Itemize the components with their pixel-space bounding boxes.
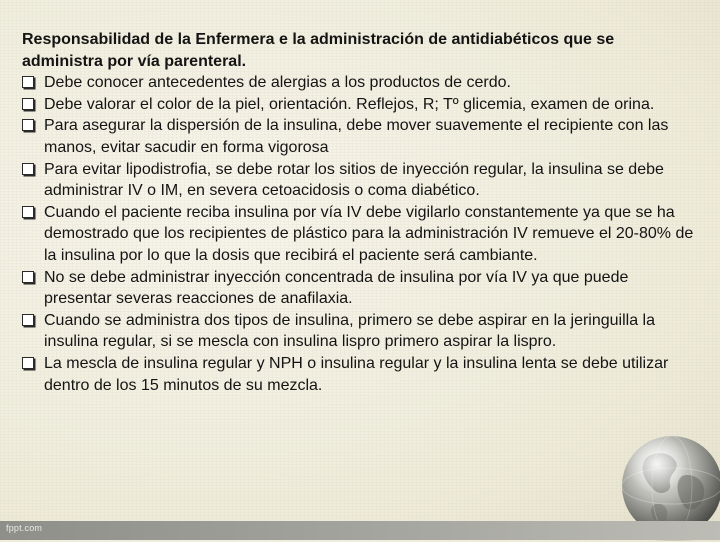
watermark: fppt.com: [6, 523, 43, 533]
list-item-text: La mescla de insulina regular y NPH o insulina regular y la insulina lenta se debe utilizar dentro de los 15 minutos de su mezcla.: [44, 354, 669, 394]
list-item: [22, 159, 698, 202]
checkbox-bullet-icon: [22, 163, 34, 175]
checkbox-bullet-icon: [22, 119, 34, 131]
checkbox-bullet-icon: [22, 357, 34, 369]
slide-title: Responsabilidad de la Enfermera e la administración de antidiabéticos que se administra por vía parenteral.: [22, 31, 615, 70]
list-item: [22, 94, 698, 116]
list-item-text: Debe conocer antecedentes de alergias a los productos de cerdo.: [44, 74, 511, 92]
bullet-list: [22, 72, 698, 396]
list-item-text: Para asegurar la dispersión de la insulina, debe mover suavemente el recipiente con las manos, evitar sacudir en forma vigorosa: [44, 117, 669, 156]
list-item-text: Para evitar lipodistrofia, se debe rotar los sitios de inyección regular, la insulina se debe administrar IV o IM, en severa cetoacidosis o coma diabético.: [44, 160, 664, 200]
list-item-text: Cuando el paciente reciba insulina por vía IV debe vigilarlo constantemente ya que se ha demostrado que los recipientes de plástico para la administración IV remueve el 20-80% de la insulina por lo que la dosis que recibirá el paciente será cambiante.: [44, 203, 694, 264]
list-item: [22, 267, 698, 310]
list-item-text: Debe valorar el color de la piel, orientación. Reflejos, R; Tº glicemia, examen de orina.: [44, 95, 655, 113]
footer-bar: [0, 521, 720, 540]
checkbox-bullet-icon: [22, 314, 34, 326]
list-item-text: No se debe administrar inyección concentrada de insulina por vía IV ya que puede presentar severas reacciones de anafilaxia.: [44, 268, 629, 308]
list-item: [22, 72, 698, 94]
list-item: [22, 202, 698, 267]
list-item-text: Cuando se administra dos tipos de insulina, primero se debe aspirar en la jeringuilla la insulina regular, si se mescla con insulina lispro primero aspirar la lispro.: [44, 311, 656, 351]
checkbox-bullet-icon: [22, 206, 34, 218]
list-item: [22, 353, 698, 396]
list-item: [22, 115, 698, 158]
checkbox-bullet-icon: [22, 98, 34, 110]
checkbox-bullet-icon: [22, 271, 34, 283]
checkbox-bullet-icon: [22, 76, 34, 88]
slide-content: [22, 29, 698, 396]
list-item: [22, 310, 698, 353]
